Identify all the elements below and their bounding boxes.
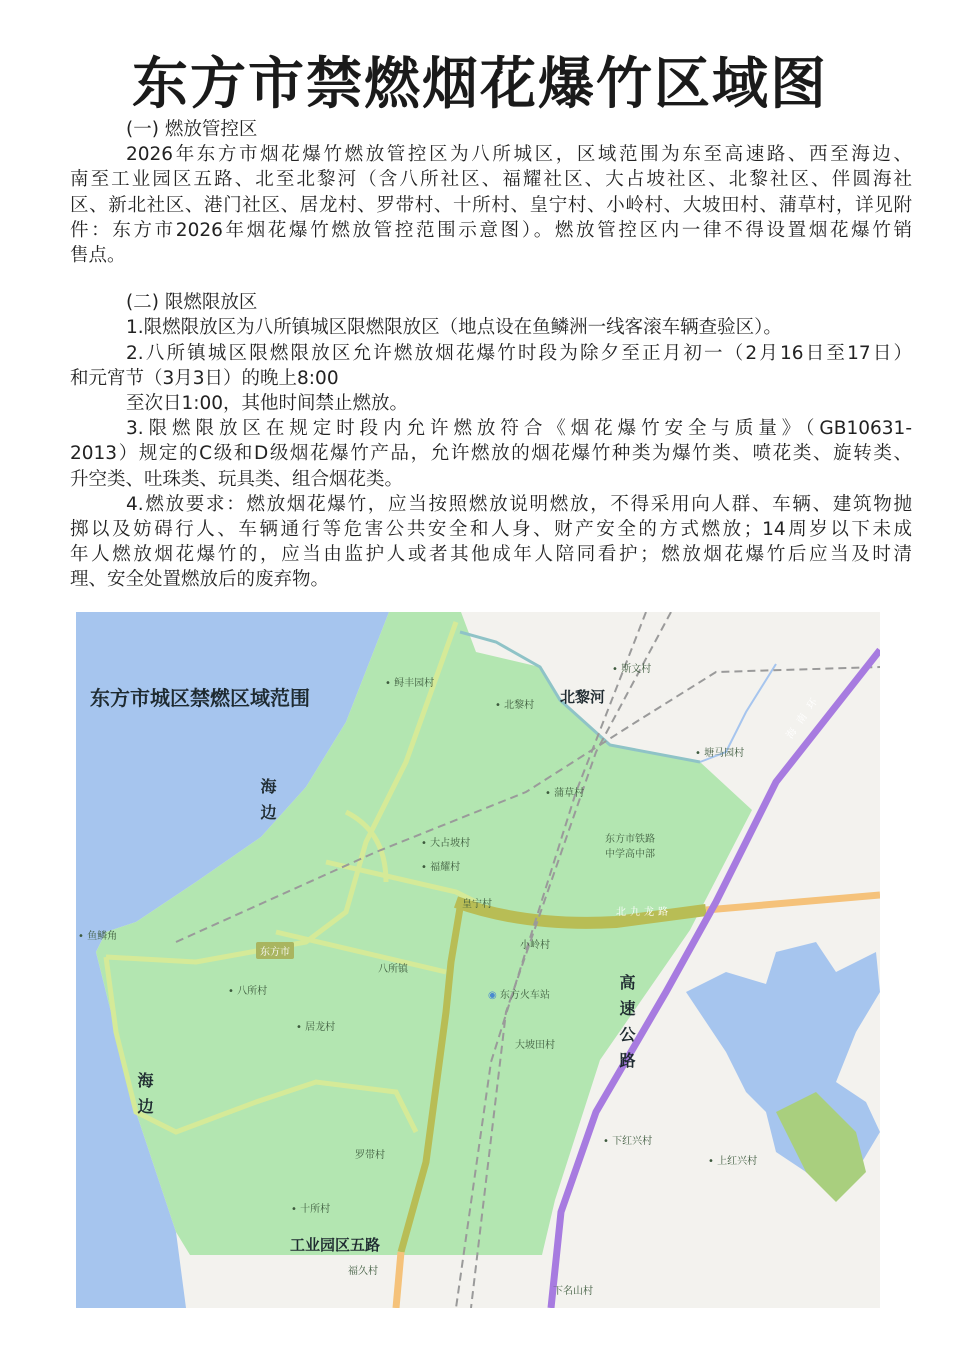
place-label: • 八所村 bbox=[228, 982, 267, 997]
paragraph-line: 至次日1:00，其他时间禁止燃放。 bbox=[126, 392, 409, 414]
paragraph-line: 件：东方市2026年烟花爆竹燃放管控范围示意图）。燃放管控区内一律不得设置烟花爆竹销 bbox=[70, 219, 912, 241]
location-pin-icon: ◉ bbox=[488, 990, 497, 1001]
paragraph-line: 掷以及妨碍行人、车辆通行等危害公共安全和人身、财产安全的方式燃放；14周岁以下未成 bbox=[70, 518, 912, 540]
place-label: • 斯文村 bbox=[612, 660, 651, 675]
place-label: 皇宁村 bbox=[462, 899, 492, 910]
place-label: • 北黎村 bbox=[495, 696, 534, 711]
paragraph-line: 理、安全处置燃放后的废弃物。 bbox=[70, 569, 330, 591]
paragraph-line: 3.限燃限放区在规定时段内允许燃放符合《烟花爆竹安全与质量》（GB10631- bbox=[126, 418, 912, 440]
paragraph-line: 售点。 bbox=[70, 244, 126, 266]
zone-map bbox=[76, 612, 880, 1308]
page-title: 东方市禁燃烟花爆竹区域图 bbox=[132, 52, 828, 117]
section-heading: (二) 限燃限放区 bbox=[126, 292, 258, 314]
place-label: • 福耀村 bbox=[421, 858, 460, 873]
place-label: 下名山村 bbox=[553, 1286, 593, 1297]
paragraph-line: 区、新北社区、港门社区、居龙村、罗带村、十所村、皇宁村、小岭村、大坡田村、蒲草村，详见附 bbox=[70, 194, 912, 216]
place-label: 罗带村 bbox=[355, 1150, 385, 1161]
highway-label: 海南环 bbox=[784, 690, 825, 741]
document-body bbox=[70, 117, 912, 593]
west-boundary-label-bottom: 海边 bbox=[135, 1072, 154, 1124]
orange-road-south bbox=[396, 1252, 401, 1308]
place-label: • 大占坡村 bbox=[421, 834, 470, 849]
paragraph-line: 1.限燃限放区为八所镇城区限燃限放区（地点设在鱼鳞洲一线客滚车辆查验区）。 bbox=[126, 317, 782, 339]
paragraph-line: 2026年东方市烟花爆竹燃放管控区为八所城区，区域范围为东至高速路、西至海边、 bbox=[126, 144, 912, 166]
place-label: • 居龙村 bbox=[296, 1018, 335, 1033]
place-label: • 鱼鳞角 bbox=[78, 927, 117, 942]
paragraph-line: 升空类、吐珠类、玩具类、组合烟花类。 bbox=[70, 468, 404, 490]
west-boundary-label-top: 海边 bbox=[258, 778, 277, 830]
place-label: • 塘马园村 bbox=[695, 744, 744, 759]
paragraph-line: 2.八所镇城区限燃限放区允许燃放烟花爆竹时段为除夕至正月初一（2月16日至17日） bbox=[126, 342, 912, 364]
paragraph-line: 和元宵节（3月3日）的晚上8:00 bbox=[70, 367, 339, 389]
north-boundary-label: 北黎河 bbox=[560, 688, 606, 706]
road-label: 北九龙路 bbox=[616, 907, 672, 918]
paragraph-line: 年人燃放烟花爆竹的，应当由监护人或者其他成年人陪同看护；燃放烟花爆竹后应当及时清 bbox=[70, 544, 912, 566]
paragraph-line: 南至工业园区五路、北至北黎河（含八所社区、福耀社区、大占坡社区、北黎社区、伴圆海社 bbox=[70, 169, 912, 191]
paragraph-line: 4.燃放要求：燃放烟花爆竹，应当按照燃放说明燃放，不得采用向人群、车辆、建筑物抛 bbox=[126, 493, 912, 515]
place-label: 大坡田村 bbox=[515, 1040, 555, 1051]
section-heading: (一) 燃放管控区 bbox=[126, 119, 258, 140]
map-title: 东方市城区禁燃区域范围 bbox=[90, 686, 310, 710]
place-label: • 上红兴村 bbox=[708, 1152, 757, 1167]
map-graphics bbox=[76, 612, 880, 1308]
south-boundary-label: 工业园区五路 bbox=[290, 1236, 381, 1254]
place-label: • 下红兴村 bbox=[603, 1132, 652, 1147]
place-label: • 鲟丰园村 bbox=[385, 674, 434, 689]
east-boundary-label: 高速公路 bbox=[617, 974, 636, 1078]
paragraph-line: 2013）规定的C级和D级烟花爆竹产品，允许燃放的烟花爆竹种类为爆竹类、喷花类、旋转类、 bbox=[70, 443, 912, 465]
station-label: ◉ 东方火车站 bbox=[488, 990, 550, 1001]
place-label: 小岭村 bbox=[520, 940, 550, 951]
school-label: 东方市铁路 中学高中部 bbox=[605, 834, 655, 860]
place-label: 八所镇 bbox=[378, 964, 408, 975]
orange-road-east bbox=[706, 895, 880, 910]
place-label: • 蒲草村 bbox=[545, 784, 584, 799]
city-badge: 东方市 bbox=[256, 942, 294, 959]
place-label: • 十所村 bbox=[291, 1200, 330, 1215]
place-label: 福久村 bbox=[348, 1266, 378, 1277]
